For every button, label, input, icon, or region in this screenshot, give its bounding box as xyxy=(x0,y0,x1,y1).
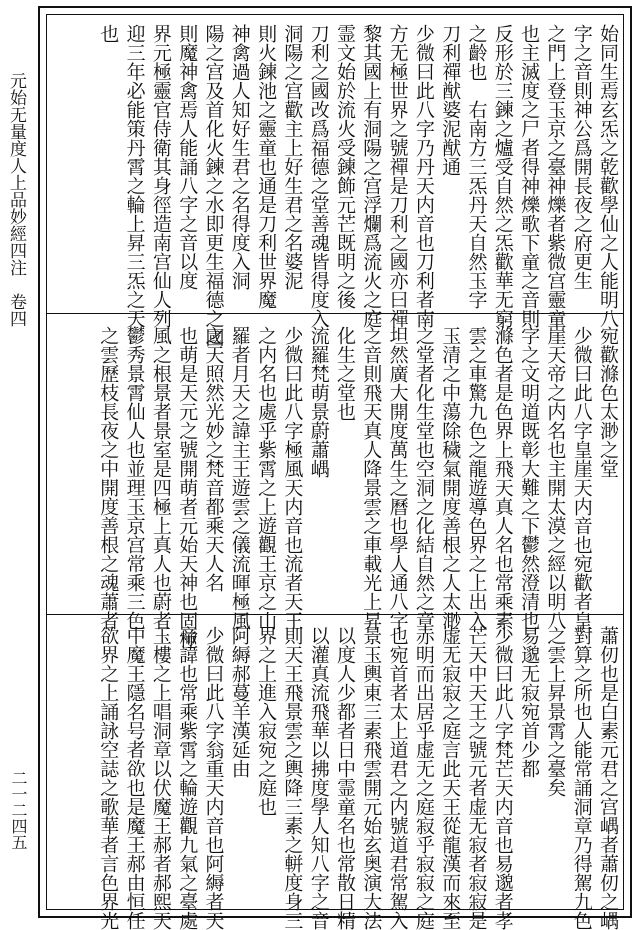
text-column: 崖天帝之内名也主開太漠之經以明八 xyxy=(544,326,567,630)
text-column: 對算之所也人能常誦洞章乃得駕九色 xyxy=(570,626,593,930)
text-column: 風之根景者景室是四極上真人也蔚者 xyxy=(149,326,172,630)
text-column: 之齡也 右南方三炁丹天自然玉字 xyxy=(465,24,488,309)
text-column: 則天王飛景雲之輿降三素之軿度身三 xyxy=(281,626,304,930)
text-column: 反形於三鍊之爐受自然之炁歡華无窮 xyxy=(491,24,514,328)
text-column: 欲界之上誦詠空誌之歌華者言色界光 xyxy=(97,626,120,930)
text-column: 霊文始於流火受鍊飾元芒既明之後 xyxy=(334,24,356,309)
text-column: 字之文明道既彰大難之下鬱然澄清也 xyxy=(518,326,541,630)
text-column: 虚无寂寂之庭言此天王從龍漢而來至 xyxy=(439,626,462,930)
text-column: 以度人少都者日中霊童名也常散日精 xyxy=(334,626,356,930)
text-column: 芒天中天王之號元者虚无寂者寂寂是 xyxy=(465,626,488,930)
text-column: 則火鍊池之靈童也通是刀利世界魔 xyxy=(255,24,278,309)
text-column: 陽之宫及首化火鍊之水即更生福德之國 xyxy=(202,24,225,347)
margin-page-number: 二一二四五 xyxy=(9,770,28,850)
text-column: 以灌真流飛華以拂度學人知八字之音 xyxy=(307,626,330,930)
text-column: 也萌是天元之號開萌者元始天神也固極 xyxy=(176,326,199,649)
text-column: 帝諱也常乘紫霄之輪遊觀九氣之臺處 xyxy=(176,626,199,930)
text-column: 也主滅度之尸者得神爍歌下童之音則 xyxy=(518,24,541,328)
text-column: 洞陽之宫歡主上好生君之名婆泥 xyxy=(281,24,304,290)
text-column: 坦然廣大開度萬生之曆也學人通八字 xyxy=(386,326,409,630)
text-column: 之門上登玉京之臺神爍者紫微宫靈童 xyxy=(544,24,567,328)
text-column: 則魔神禽焉人能誦八字之音以度 xyxy=(176,24,199,290)
text-column: 黎其國上有洞陽之宫浮爛爲流火之庭 xyxy=(360,24,383,328)
text-column: 少微曰此八字翁重天内音也阿縟者天 xyxy=(202,626,225,930)
text-column: 雲之車驚九色之龍遊導色界之上出入 xyxy=(465,326,488,630)
text-column: 赤明而出居乎虚无之庭寂乎寂寂之庭 xyxy=(412,626,435,930)
text-column: 神禽過人知好生君之名得度入洞 xyxy=(228,24,251,290)
text-column: 之雲歷枝長夜之中開度善根之魂蕭者 xyxy=(97,326,120,630)
text-column: 之雲上昇景霄之臺矣 xyxy=(544,626,567,797)
text-column: 中魔王隱名号者欲也是魔王郝由恒任 xyxy=(123,626,146,930)
text-column: 玉樓之上唱洞章以伏魔王郝者郝熙天 xyxy=(149,626,172,930)
text-column: 之天照然光妙之梵音都乘天人名 xyxy=(202,326,225,592)
text-column: 滌色者是色界上飛天真人名也常乘素 xyxy=(491,326,514,630)
text-column: 刀利之國改爲福德之堂善魂皆得度入 xyxy=(307,24,330,328)
text-column: 少微曰此八字皇崖天内音也宛歡者皇 xyxy=(570,326,593,630)
text-column: 刀利禪猷婆泥猷通 xyxy=(439,24,462,176)
text-column: 始同生焉玄炁之乾歡學仙之人能明八 xyxy=(597,24,619,328)
text-column: 玉清之中蕩除穢氣開度善根之人太渺 xyxy=(439,326,462,630)
text-column: 之堂者化生堂也空洞之化結自然之章 xyxy=(412,326,435,630)
text-column: 宛歡滌色太渺之堂 xyxy=(597,326,619,478)
text-column: 羅者月天之諱主王遊雲之儀流暉極風 xyxy=(228,326,251,630)
text-column: 界之上進入寂宛之庭也 xyxy=(255,626,278,816)
text-column: 也宛首者太上道君之内號道君常駕入 xyxy=(386,626,409,930)
text-column: 少微曰此八字極風天内音也流者天王 xyxy=(281,326,304,630)
text-column: 少微曰此八字乃丹天内音也刀利者南 xyxy=(412,24,435,328)
text-column: 之音則飛天真人降景雲之車載光上昇 xyxy=(360,326,383,630)
text-column: 界元極靈官侍衛其身徑造南宫仙人列 xyxy=(149,24,172,328)
margin-book-title: 元始无量度人上品妙經四注 卷四 xyxy=(6,72,26,327)
text-column: 少微曰此八字梵芒天内音也易邈者孝 xyxy=(491,626,514,930)
text-column: 阿縟郝蔓羊漢延由 xyxy=(228,626,251,778)
text-column: 方无極世界之號禪是刀利之國亦曰禪 xyxy=(386,24,409,328)
text-column: 流羅梵萌景蔚蕭嵎 xyxy=(307,326,330,478)
text-column: 字之音則神公爲開長夜之府更生 xyxy=(570,24,593,290)
text-column: 鬱秀景霄仙人也並理玉京宫常乘三色 xyxy=(123,326,146,630)
text-column: 迎三年必能策丹霄之輪上昇三炁之天 xyxy=(123,24,146,328)
text-column: 蕭仞也是白素元君之宫嵎者蕭仞之嵎 xyxy=(597,626,619,930)
text-column: 也 xyxy=(97,24,120,43)
text-column: 化生之堂也 xyxy=(334,326,356,421)
text-column: 景玉輿東三素飛雲開元始玄奥演大法 xyxy=(360,626,383,930)
text-column: 易邈无寂宛首少都 xyxy=(518,626,541,778)
text-column: 之内名也處乎紫霄之上遊觀王京之山 xyxy=(255,326,278,630)
